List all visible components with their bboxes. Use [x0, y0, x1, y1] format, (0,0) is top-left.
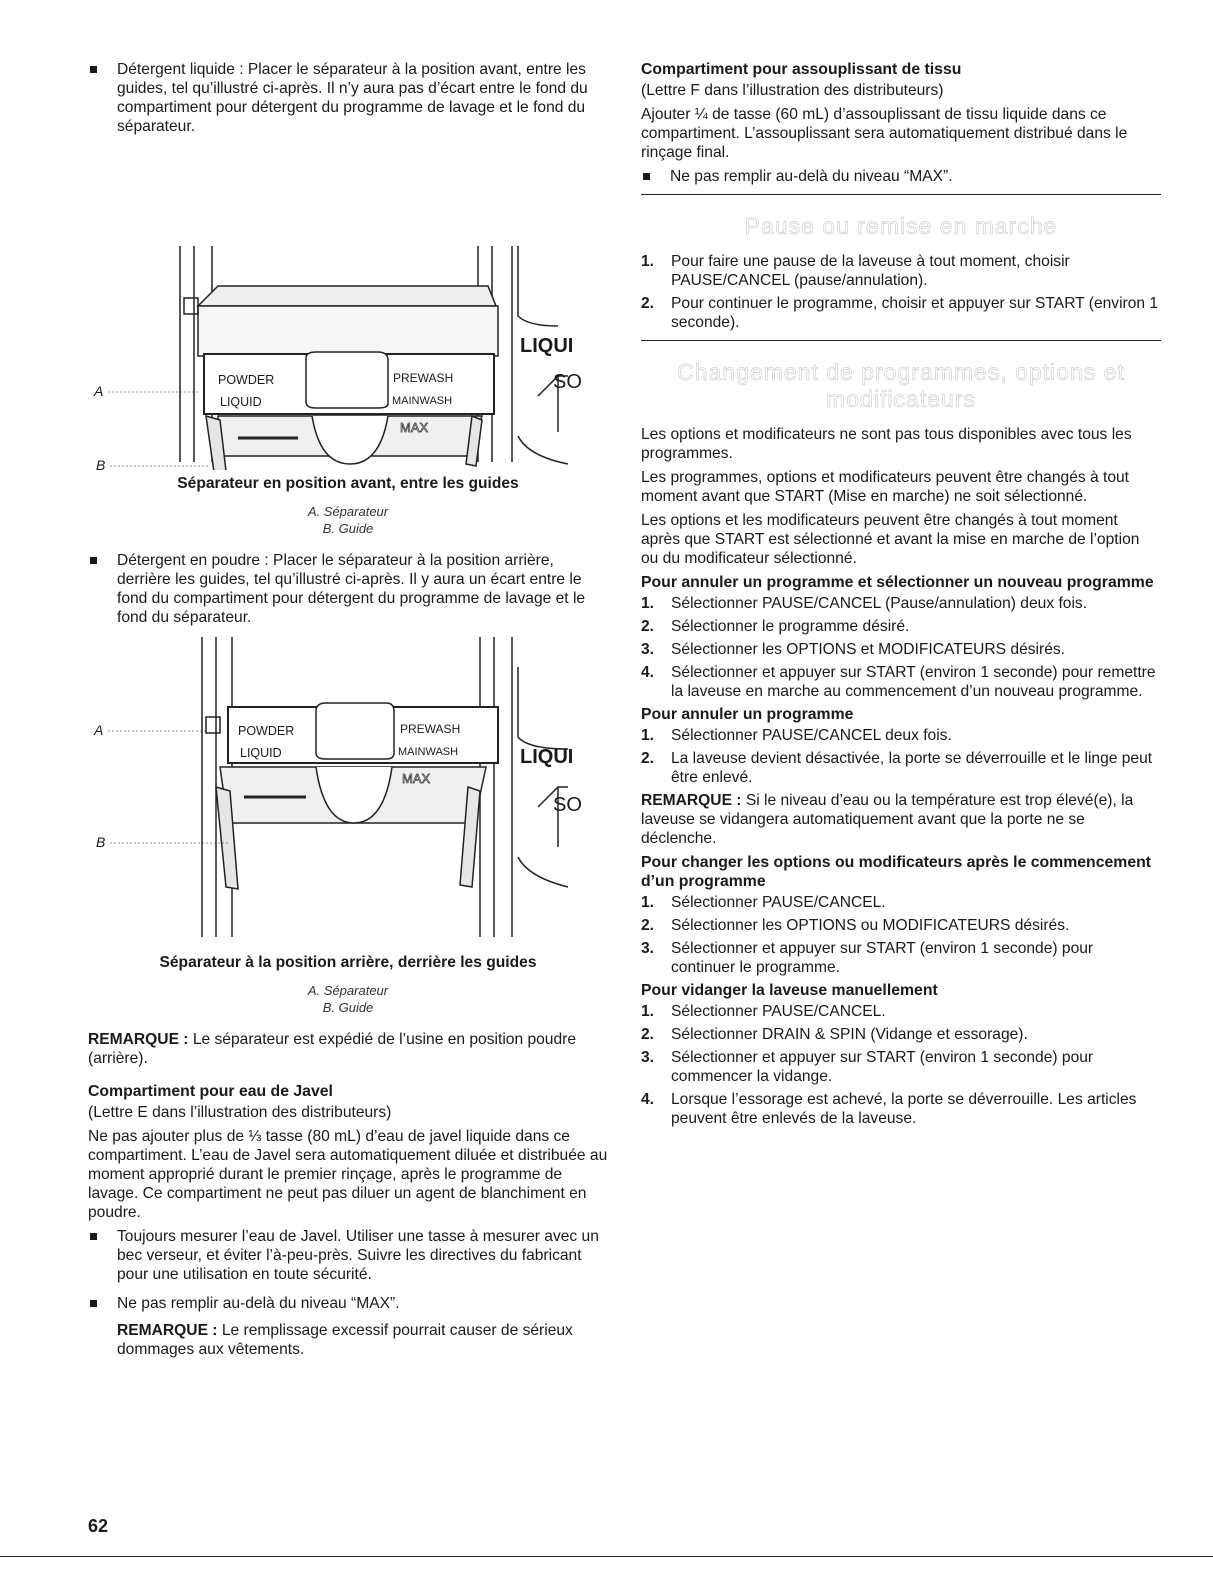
- heading-cancel-new: Pour annuler un programme et sélectionner un nouveau programme: [641, 574, 1154, 591]
- label-b: B: [96, 457, 106, 470]
- list-number: 1.: [641, 1003, 655, 1020]
- list-text: Sélectionner PAUSE/CANCEL.: [671, 1003, 886, 1020]
- remarque-bleach: [88, 1321, 608, 1359]
- remarque-label: REMARQUE :: [88, 1031, 189, 1048]
- list-number: 3.: [641, 641, 655, 658]
- list-text: La laveuse devient désactivée, la porte se déverrouille et le linge peut être enlevé.: [671, 750, 1153, 786]
- dispenser-back-diagram: [88, 637, 608, 949]
- label-liqui-2: LIQUI: [520, 746, 574, 768]
- list-text: Lorsque l’essorage est achevé, la porte se déverrouille. Les articles peuvent être enlevés de la laveuse.: [671, 1091, 1137, 1127]
- change-paragraph-3: Les options et les modificateurs peuvent être changés à tout moment après que START est sélectionné et avant la mise en marche de l’option ou du modificateur sélectionné.: [641, 512, 1140, 567]
- list-item: [641, 640, 1161, 659]
- list-text: Sélectionner et appuyer sur START (environ 1 seconde) pour continuer le programme.: [671, 940, 1094, 976]
- change-paragraph-1: Les options et modificateurs ne sont pas tous disponibles avec tous les programmes.: [641, 426, 1132, 462]
- softener-subtitle: (Lettre F dans l’illustration des distributeurs): [641, 82, 944, 99]
- figure-dispenser-front: [88, 146, 608, 470]
- list-text: Pour faire une pause de la laveuse à tout moment, choisir PAUSE/CANCEL (pause/annulation).: [671, 253, 1070, 289]
- bullet-softener-max: Ne pas remplir au-delà du niveau “MAX”.: [641, 167, 1161, 186]
- remarque-bleach-label: REMARQUE :: [117, 1322, 218, 1339]
- list-item: [641, 726, 1161, 745]
- remarque-text: Le séparateur est expédié de l’usine en position poudre (arrière).: [88, 1031, 577, 1067]
- figure-caption-back: Séparateur à la position arrière, derrière les guides: [159, 954, 537, 971]
- list-number: 2.: [641, 750, 655, 767]
- heading-softener: Compartiment pour assouplissant de tissu: [641, 61, 962, 78]
- label-prewash-2: PREWASH: [400, 722, 461, 736]
- list-item: [641, 916, 1161, 935]
- list-text: Sélectionner et appuyer sur START (environ 1 seconde) pour remettre la laveuse en marche au commencement d’un nouveau programme.: [671, 664, 1156, 700]
- section-rule: [641, 340, 1161, 341]
- change-options-list: [641, 893, 1161, 977]
- list-number: 1.: [641, 595, 655, 612]
- remarque-separator: [88, 1030, 608, 1068]
- list-item: [641, 1090, 1161, 1128]
- heading-bleach: Compartiment pour eau de Javel: [88, 1083, 333, 1100]
- change-paragraph-2: Les programmes, options et modificateurs peuvent être changés à tout moment avant que START (Mise en marche) ne soit sélectionné.: [641, 469, 1130, 505]
- label-mainwash-2: MAINWASH: [398, 746, 459, 758]
- left-column: [88, 60, 608, 1364]
- label-powder: POWDER: [218, 373, 275, 387]
- list-item: [641, 617, 1161, 636]
- list-number: 3.: [641, 1049, 655, 1066]
- label-max-2: MAX: [402, 771, 431, 786]
- section-rule: [641, 194, 1161, 195]
- list-item: [641, 939, 1161, 977]
- list-item: [641, 1048, 1161, 1086]
- page-number: 62: [88, 1516, 109, 1536]
- list-number: 1.: [641, 727, 655, 744]
- dispenser-front-diagram: [88, 146, 608, 470]
- list-number: 3.: [641, 940, 655, 957]
- label-mainwash: MAINWASH: [392, 395, 453, 407]
- list-item: [641, 294, 1161, 332]
- list-number: 1.: [641, 253, 655, 270]
- list-number: 2.: [641, 295, 655, 312]
- figure-dispenser-back: [88, 637, 608, 949]
- legend-a-2: A. Séparateur: [307, 983, 389, 998]
- list-item: [641, 749, 1161, 787]
- list-number: 4.: [641, 1091, 655, 1108]
- bullet-bleach-measure: Toujours mesurer l’eau de Javel. Utiliser une tasse à mesurer avec un bec verseur, et éviter l’à-peu-près. Suivre les directives du fabricant pour une utilisation en toute sécurité.: [88, 1227, 608, 1284]
- bottom-rule: [0, 1556, 1213, 1557]
- label-so: SO: [553, 371, 582, 393]
- remarque-cancel-text: Si le niveau d’eau ou la température est trop élevé(e), la laveuse se vidangera automatiquement avant que la porte ne se déclenche.: [641, 792, 1134, 847]
- label-so-2: SO: [553, 794, 582, 816]
- label-prewash: PREWASH: [393, 371, 454, 385]
- right-column: [641, 60, 1161, 1132]
- bullet-liquid-detergent: Détergent liquide : Placer le séparateur à la position avant, entre les guides, tel qu’illustré ci-après. Il n’y aura pas d’écart entre le fond du compartiment pour détergent du programme de lavage et le fond du séparateur.: [88, 60, 608, 136]
- list-text: Pour continuer le programme, choisir et appuyer sur START (environ 1 seconde).: [671, 295, 1159, 331]
- label-powder-2: POWDER: [238, 724, 295, 738]
- list-text: Sélectionner PAUSE/CANCEL deux fois.: [671, 727, 952, 744]
- figure-legend-front: [88, 503, 608, 537]
- list-number: 2.: [641, 917, 655, 934]
- list-text: Sélectionner le programme désiré.: [671, 618, 910, 635]
- bleach-paragraph: Ne pas ajouter plus de ⅓ tasse (80 mL) d’eau de javel liquide dans ce compartiment. L’eau de Javel sera automatiquement diluée et distribuée au moment approprié durant le premier rinçage, après le programme de lavage. Ce compartiment ne peut pas diluer un agent de blanchiment en poudre.: [88, 1128, 608, 1221]
- list-item: [641, 1025, 1161, 1044]
- label-liqui: LIQUI: [520, 335, 574, 357]
- list-text: Sélectionner DRAIN & SPIN (Vidange et essorage).: [671, 1026, 1028, 1043]
- softener-paragraph: Ajouter ¼ de tasse (60 mL) d’assouplissant de tissu liquide dans ce compartiment. L’assouplissant sera automatiquement distribué dans le rinçage final.: [641, 106, 1128, 161]
- remarque-cancel: [641, 791, 1161, 848]
- list-item: [641, 663, 1161, 701]
- section-title-pause: Pause ou remise en marche: [744, 213, 1058, 239]
- pause-list: [641, 252, 1161, 332]
- label-liquid-2: LIQUID: [240, 746, 282, 760]
- label-b-2: B: [96, 834, 106, 850]
- drain-list: [641, 1002, 1161, 1128]
- heading-drain: Pour vidanger la laveuse manuellement: [641, 982, 938, 999]
- list-text: Sélectionner les OPTIONS et MODIFICATEURS désirés.: [671, 641, 1065, 658]
- figure-legend-back: [88, 982, 608, 1016]
- heading-change-options: Pour changer les options ou modificateurs après le commencement d’un programme: [641, 854, 1152, 890]
- section-title-change: Changement de programmes, options et modificateurs: [677, 359, 1125, 412]
- list-number: 1.: [641, 894, 655, 911]
- figure-caption-front: Séparateur en position avant, entre les guides: [177, 475, 519, 492]
- remarque-cancel-label: REMARQUE :: [641, 792, 742, 809]
- list-item: [641, 252, 1161, 290]
- list-text: Sélectionner et appuyer sur START (environ 1 seconde) pour commencer la vidange.: [671, 1049, 1094, 1085]
- heading-cancel: Pour annuler un programme: [641, 706, 854, 723]
- list-text: Sélectionner les OPTIONS ou MODIFICATEURS désirés.: [671, 917, 1070, 934]
- legend-a: A. Séparateur: [307, 504, 389, 519]
- list-number: 2.: [641, 618, 655, 635]
- cancel-new-list: [641, 594, 1161, 701]
- remarque-bleach-text: Le remplissage excessif pourrait causer de sérieux dommages aux vêtements.: [117, 1322, 573, 1358]
- list-item: [641, 893, 1161, 912]
- label-a: A: [94, 383, 104, 399]
- label-max: MAX: [400, 420, 429, 435]
- label-liquid: LIQUID: [220, 395, 262, 409]
- cancel-list: [641, 726, 1161, 787]
- list-text: Sélectionner PAUSE/CANCEL.: [671, 894, 886, 911]
- list-number: 2.: [641, 1026, 655, 1043]
- label-a-2: A: [94, 722, 104, 738]
- bleach-subtitle: (Lettre E dans l’illustration des distributeurs): [88, 1104, 392, 1121]
- list-item: [641, 1002, 1161, 1021]
- list-item: [641, 594, 1161, 613]
- bullet-bleach-max: Ne pas remplir au-delà du niveau “MAX”.: [88, 1294, 608, 1313]
- legend-b-2: B. Guide: [322, 1000, 374, 1015]
- list-number: 4.: [641, 664, 655, 681]
- bullet-powder-detergent: Détergent en poudre : Placer le séparateur à la position arrière, derrière les guides, tel qu’illustré ci-après. Il y aura un écart entre le fond du compartiment pour détergent du programme de lavage et le fond du séparateur.: [88, 551, 608, 627]
- list-text: Sélectionner PAUSE/CANCEL (Pause/annulation) deux fois.: [671, 595, 1088, 612]
- legend-b: B. Guide: [322, 521, 374, 536]
